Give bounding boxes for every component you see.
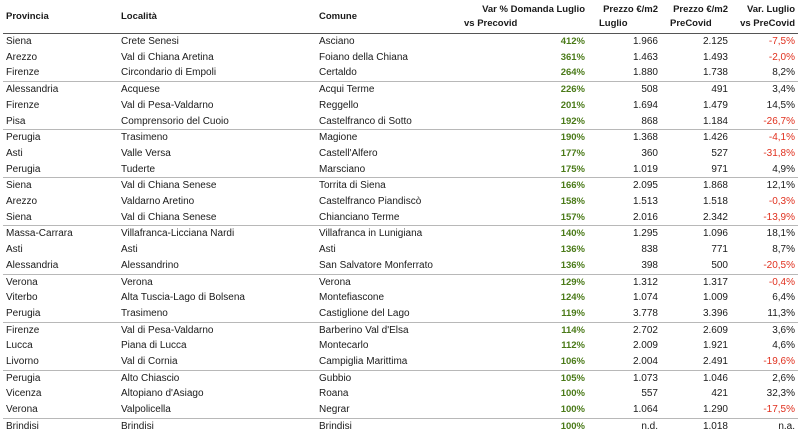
table-row — [3, 146, 798, 162]
cell-provincia: Livorno — [6, 356, 39, 368]
cell-prezzo-luglio: 1.880 — [632, 67, 658, 79]
table-row — [3, 338, 798, 354]
cell-comune: Montecarlo — [319, 340, 369, 352]
cell-var: -17,5% — [763, 404, 795, 416]
cell-localita: Piana di Lucca — [121, 340, 187, 352]
cell-prezzo-precovid: 2.342 — [702, 211, 728, 223]
cell-localita: Alessandrino — [121, 259, 179, 271]
cell-prezzo-luglio: 398 — [641, 259, 658, 271]
cell-prezzo-luglio: 1.513 — [632, 196, 658, 208]
table-row — [3, 162, 798, 178]
cell-prezzo-precovid: 1.479 — [702, 99, 728, 111]
cell-domanda: 175% — [560, 163, 585, 175]
cell-var: 11,3% — [767, 307, 795, 319]
cell-prezzo-luglio: 3.778 — [632, 307, 658, 319]
cell-localita: Trasimeno — [121, 307, 168, 319]
header-domanda — [449, 0, 588, 34]
cell-prezzo-luglio: 1.064 — [632, 404, 658, 416]
cell-prezzo-precovid: 1.921 — [702, 340, 728, 352]
header-prezzo-precovid-line2: PreCovid — [670, 17, 712, 29]
cell-prezzo-luglio: 508 — [588, 82, 661, 98]
cell-localita: Val di Pesa-Valdarno — [118, 322, 316, 338]
cell-comune: Foiano della Chiana — [319, 51, 408, 63]
cell-domanda: 361% — [560, 51, 585, 63]
cell-domanda: 105% — [449, 370, 588, 386]
cell-prezzo-precovid: 1.868 — [661, 178, 731, 194]
table-row — [3, 178, 798, 194]
cell-localita: Brindisi — [118, 418, 316, 434]
table-row — [3, 402, 798, 418]
cell-provincia: Arezzo — [6, 196, 38, 208]
cell-provincia: Perugia — [3, 370, 118, 386]
table-row — [3, 82, 798, 98]
cell-prezzo-luglio: 1.966 — [632, 36, 658, 47]
header-var — [731, 0, 798, 34]
cell-prezzo-luglio: 1.694 — [632, 99, 658, 111]
cell-comune: Torrita di Siena — [316, 178, 449, 194]
cell-prezzo-luglio: 1.463 — [632, 51, 658, 63]
cell-localita: Val di Pesa-Valdarno — [121, 99, 214, 111]
cell-provincia: Alessandria — [6, 259, 59, 271]
cell-prezzo-luglio: 1.019 — [632, 163, 658, 175]
cell-prezzo-luglio: 2.016 — [632, 211, 658, 223]
cell-prezzo-precovid: 491 — [661, 82, 731, 98]
cell-prezzo-luglio: 868 — [641, 115, 658, 127]
cell-prezzo-luglio: 360 — [641, 147, 658, 159]
cell-prezzo-precovid: 1.426 — [661, 130, 731, 146]
header-domanda-line1: Var % Domanda Luglio — [482, 3, 585, 15]
cell-comune: Castell'Alfero — [319, 147, 378, 159]
cell-domanda: 226% — [449, 82, 588, 98]
cell-prezzo-precovid: 500 — [711, 259, 728, 271]
cell-prezzo-precovid: 2.609 — [661, 322, 731, 338]
cell-var: -26,7% — [763, 115, 795, 127]
header-comune: Comune — [316, 0, 449, 34]
cell-var: -0,3% — [768, 196, 795, 208]
cell-provincia: Verona — [6, 404, 38, 416]
cell-localita: Crete Senesi — [121, 36, 179, 47]
header-prezzo-luglio-line1: Prezzo €/m2 — [603, 3, 658, 15]
table-row — [3, 322, 798, 338]
cell-prezzo-luglio: 1.074 — [632, 292, 658, 304]
cell-domanda: 136% — [560, 259, 585, 271]
cell-prezzo-luglio: 1.368 — [588, 130, 661, 146]
cell-comune: Reggello — [319, 99, 359, 111]
cell-provincia: Vicenza — [6, 388, 42, 400]
cell-prezzo-precovid: 2.491 — [702, 356, 728, 368]
table-row — [3, 210, 798, 226]
cell-localita: Alto Chiascio — [118, 370, 316, 386]
cell-localita: Valdarno Aretino — [121, 196, 195, 208]
header-localita: Località — [118, 0, 316, 34]
cell-localita: Tuderte — [121, 163, 156, 175]
table-row — [3, 370, 798, 386]
table-header — [3, 0, 798, 34]
cell-prezzo-precovid: 1.518 — [702, 196, 728, 208]
cell-domanda: 129% — [449, 274, 588, 290]
header-prezzo-precovid-line1: Prezzo €/m2 — [673, 3, 728, 15]
cell-localita: Val di Chiana Senese — [118, 178, 316, 194]
cell-provincia: Perugia — [6, 307, 41, 319]
cell-comune: Castelfranco Piandiscò — [319, 196, 422, 208]
cell-var: 6,4% — [772, 292, 795, 304]
cell-prezzo-precovid: 1.046 — [661, 370, 731, 386]
cell-comune: Villafranca in Lunigiana — [316, 226, 449, 242]
header-provincia: Provincia — [3, 0, 118, 34]
cell-domanda: 166% — [449, 178, 588, 194]
table-row — [3, 354, 798, 370]
header-prezzo-luglio — [588, 0, 661, 34]
cell-domanda: 412% — [560, 36, 585, 47]
cell-localita: Altopiano d'Asiago — [121, 388, 204, 400]
cell-var: n.a. — [731, 418, 798, 434]
cell-localita: Villafranca-Licciana Nardi — [118, 226, 316, 242]
cell-provincia: Firenze — [6, 99, 40, 111]
table-row — [3, 306, 798, 322]
cell-comune: Castelfranco di Sotto — [319, 115, 412, 127]
cell-provincia: Viterbo — [6, 292, 38, 304]
cell-prezzo-luglio: 2.004 — [632, 356, 658, 368]
header-prezzo-luglio-line2: Luglio — [599, 17, 628, 29]
cell-var: 4,6% — [772, 340, 795, 352]
cell-provincia: Asti — [6, 244, 23, 256]
cell-provincia: Asti — [6, 147, 23, 159]
cell-localita: Val di Chiana Senese — [121, 211, 217, 223]
cell-provincia: Arezzo — [6, 51, 38, 63]
cell-comune: Certaldo — [319, 67, 357, 79]
cell-localita: Acquese — [118, 82, 316, 98]
table-row — [3, 418, 798, 434]
cell-prezzo-precovid: 2.125 — [702, 36, 728, 47]
table-body — [3, 34, 798, 435]
cell-var: 14,5% — [766, 99, 795, 111]
table-row — [3, 98, 798, 114]
cell-prezzo-precovid: 1.018 — [661, 418, 731, 434]
cell-prezzo-precovid: 3.396 — [702, 307, 728, 319]
cell-domanda: 201% — [560, 99, 585, 111]
cell-prezzo-precovid: 1.184 — [702, 115, 728, 127]
cell-provincia: Siena — [6, 211, 32, 223]
cell-prezzo-precovid: 1.096 — [661, 226, 731, 242]
cell-prezzo-precovid: 1.009 — [702, 292, 728, 304]
cell-provincia: Massa-Carrara — [3, 226, 118, 242]
cell-localita: Valpolicella — [121, 404, 171, 416]
cell-localita: Circondario di Empoli — [121, 67, 217, 79]
cell-domanda: 112% — [561, 340, 585, 352]
cell-prezzo-precovid: 527 — [711, 147, 728, 159]
cell-comune: Magione — [316, 130, 449, 146]
cell-localita: Comprensorio del Cuoio — [121, 115, 229, 127]
cell-localita: Val di Chiana Aretina — [121, 51, 214, 63]
table-row — [3, 50, 798, 66]
cell-comune: Verona — [316, 274, 449, 290]
cell-comune: Barberino Val d'Elsa — [316, 322, 449, 338]
cell-domanda: 100% — [560, 388, 585, 400]
cell-prezzo-luglio: 1.073 — [588, 370, 661, 386]
cell-domanda: 106% — [560, 356, 585, 368]
cell-prezzo-luglio: 2.095 — [588, 178, 661, 194]
table-row — [3, 34, 798, 50]
cell-domanda: 124% — [560, 292, 585, 304]
cell-provincia: Firenze — [3, 322, 118, 338]
cell-domanda: 192% — [560, 115, 585, 127]
cell-prezzo-precovid: 771 — [711, 244, 728, 256]
cell-localita: Alta Tuscia-Lago di Bolsena — [121, 292, 245, 304]
cell-domanda: 119% — [561, 307, 585, 319]
cell-var: -13,9% — [763, 211, 795, 223]
cell-comune: Marsciano — [319, 163, 366, 175]
cell-comune: Castiglione del Lago — [319, 307, 410, 319]
cell-domanda: 140% — [449, 226, 588, 242]
cell-prezzo-luglio: n.d. — [588, 418, 661, 434]
cell-var: -2,0% — [768, 51, 795, 63]
cell-provincia: Alessandria — [3, 82, 118, 98]
header-row — [3, 0, 798, 34]
table-row — [3, 130, 798, 146]
cell-domanda: 157% — [560, 211, 585, 223]
cell-comune: Asti — [319, 244, 336, 256]
cell-var: 8,2% — [772, 67, 795, 79]
cell-provincia: Brindisi — [3, 418, 118, 434]
cell-provincia: Siena — [6, 36, 32, 47]
cell-var: -20,5% — [763, 259, 795, 271]
cell-var: 12,1% — [731, 178, 798, 194]
cell-comune: Roana — [319, 388, 349, 400]
cell-prezzo-luglio: 838 — [641, 244, 658, 256]
cell-prezzo-precovid: 1.317 — [661, 274, 731, 290]
cell-prezzo-precovid: 421 — [711, 388, 728, 400]
header-domanda-line2: vs Precovid — [464, 17, 518, 29]
cell-localita: Verona — [118, 274, 316, 290]
cell-localita: Valle Versa — [121, 147, 171, 159]
table-row — [3, 290, 798, 306]
cell-localita: Trasimeno — [118, 130, 316, 146]
cell-domanda: 177% — [560, 147, 585, 159]
cell-domanda: 158% — [560, 196, 585, 208]
cell-comune: Chianciano Terme — [319, 211, 400, 223]
cell-prezzo-luglio: 2.702 — [588, 322, 661, 338]
table-row — [3, 242, 798, 258]
cell-domanda: 114% — [449, 322, 588, 338]
cell-prezzo-precovid: 1.493 — [702, 51, 728, 63]
cell-comune: Asciano — [319, 36, 355, 47]
cell-provincia: Firenze — [6, 67, 40, 79]
cell-comune: Negrar — [319, 404, 350, 416]
cell-prezzo-luglio: 2.009 — [632, 340, 658, 352]
cell-var: 2,6% — [731, 370, 798, 386]
table-row — [3, 114, 798, 130]
cell-provincia: Verona — [3, 274, 118, 290]
cell-domanda: 264% — [560, 67, 585, 79]
header-var-line1: Var. Luglio — [746, 3, 795, 15]
cell-var: -31,8% — [763, 147, 795, 159]
cell-comune: Gubbio — [316, 370, 449, 386]
cell-var: 4,9% — [772, 163, 795, 175]
cell-domanda: 190% — [449, 130, 588, 146]
cell-comune: Acqui Terme — [316, 82, 449, 98]
table-row — [3, 65, 798, 81]
table-row — [3, 386, 798, 402]
cell-prezzo-luglio: 557 — [641, 388, 658, 400]
cell-var: 18,1% — [731, 226, 798, 242]
cell-provincia: Perugia — [6, 163, 41, 175]
cell-comune: Brindisi — [316, 418, 449, 434]
header-var-line2: vs PreCovid — [740, 17, 795, 29]
cell-provincia: Siena — [3, 178, 118, 194]
cell-domanda: 100% — [560, 404, 585, 416]
cell-var: -7,5% — [768, 36, 795, 47]
cell-provincia: Lucca — [6, 340, 33, 352]
cell-prezzo-luglio: 1.295 — [588, 226, 661, 242]
cell-localita: Asti — [121, 244, 138, 256]
cell-var: -0,4% — [731, 274, 798, 290]
cell-domanda: 136% — [560, 244, 585, 256]
cell-provincia: Perugia — [3, 130, 118, 146]
cell-var: 3,6% — [731, 322, 798, 338]
cell-comune: Campiglia Marittima — [319, 356, 408, 368]
cell-comune: Montefiascone — [319, 292, 385, 304]
cell-prezzo-precovid: 971 — [711, 163, 728, 175]
table-row — [3, 194, 798, 210]
cell-prezzo-precovid: 1.290 — [702, 404, 728, 416]
cell-prezzo-luglio: 1.312 — [588, 274, 661, 290]
demand-price-table — [3, 0, 798, 435]
cell-var: 3,4% — [731, 82, 798, 98]
cell-localita: Val di Cornia — [121, 356, 178, 368]
cell-var: 8,7% — [772, 244, 795, 256]
table-row — [3, 258, 798, 274]
cell-var: 32,3% — [766, 388, 795, 400]
cell-prezzo-precovid: 1.738 — [702, 67, 728, 79]
table-row — [3, 274, 798, 290]
cell-provincia: Pisa — [6, 115, 26, 127]
header-prezzo-precovid — [661, 0, 731, 34]
cell-var: -4,1% — [731, 130, 798, 146]
cell-var: -19,6% — [763, 356, 795, 368]
cell-comune: San Salvatore Monferrato — [319, 259, 433, 271]
cell-domanda: 100% — [449, 418, 588, 434]
table-row — [3, 226, 798, 242]
